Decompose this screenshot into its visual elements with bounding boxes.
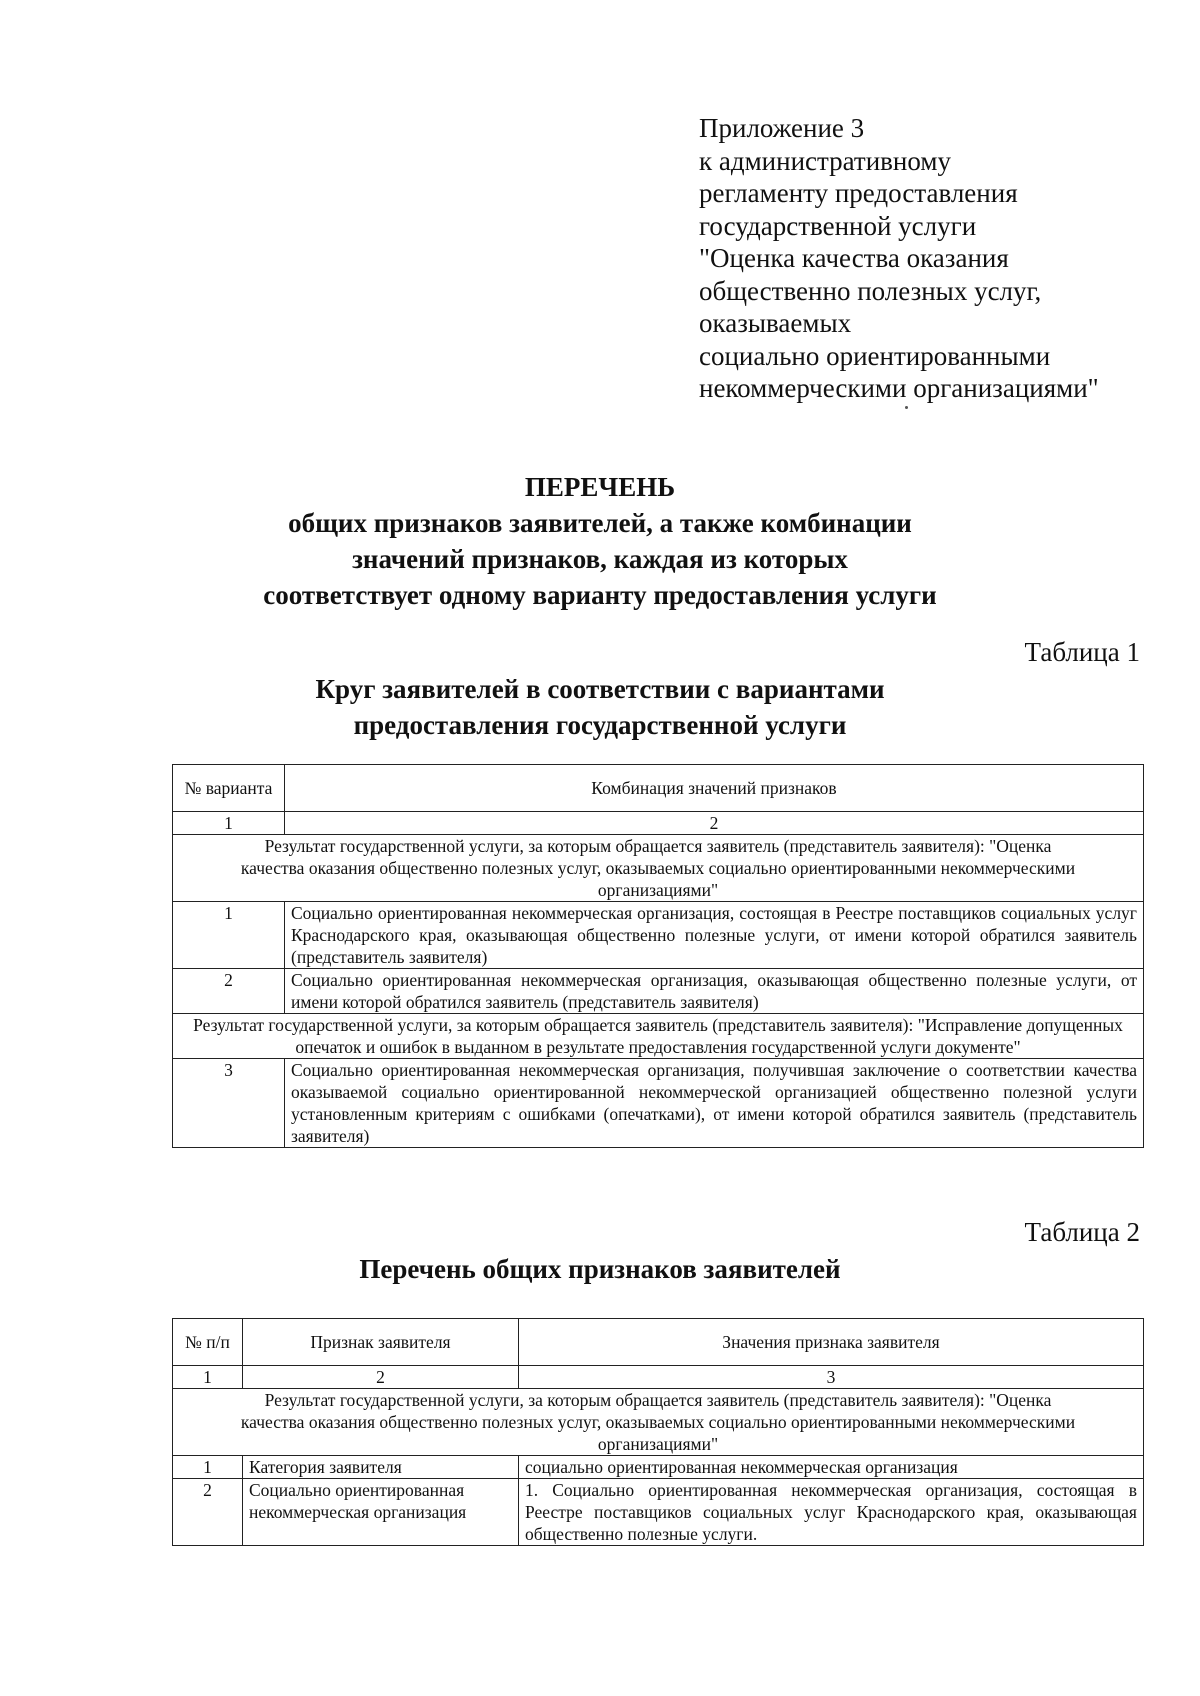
table1-section-row [173, 835, 1144, 902]
table-row [173, 1479, 1144, 1546]
table2-row-attribute: Категория заявителя [243, 1456, 519, 1479]
table2-row-attribute: Социально ориентированная некоммерческая организация [243, 1479, 519, 1546]
appendix-block [699, 112, 1169, 405]
appendix-line: общественно полезных услуг, [699, 275, 1042, 306]
table2-header-attribute: Признак заявителя [243, 1319, 519, 1366]
appendix-line: регламенту предоставления [699, 178, 1018, 208]
table1-section-text: Результат государственной услуги, за которым обращается заявитель (представитель заявителя): "Исправление допущенных опечаток и ошибок в выданном в результате предоставления государственной услуги документе" [173, 1014, 1144, 1059]
document-subtitle-line: соответствует одному варианту предоставления услуги [263, 580, 937, 610]
appendix-line: к административному [699, 145, 951, 176]
appendix-line: социально ориентированными [699, 340, 1051, 371]
table-row [173, 902, 1144, 969]
table2-colnum-row [173, 1366, 1144, 1389]
table1-row-num: 3 [173, 1059, 285, 1148]
table1-title-line: Круг заявителей в соответствии с вариантами [315, 674, 885, 704]
table2-label: Таблица 2 [1024, 1217, 1140, 1247]
table1-colnum-row [173, 812, 1144, 835]
table2-colnum: 1 [173, 1366, 243, 1389]
table1-section-text: Результат государственной услуги, за которым обращается заявитель (представитель заявителя): "Оценка качества оказания общественно полезных услуг, оказываемых социально ориентированными некоммерческими организациями" [173, 835, 1144, 902]
document-subtitle-line: значений признаков, каждая из которых [352, 544, 848, 574]
table1-row-text: Социально ориентированная некоммерческая организация, получившая заключение о соответствии качества оказываемой социально ориентированной некоммерческой организацией общественно полезной услуги установленным критериям с ошибками (опечатками), от имени которой обратился заявитель (представитель заявителя) [285, 1059, 1144, 1148]
table2-row-value: 1. Социально ориентированная некоммерческая организация, состоящая в Реестре поставщиков социальных услуг Краснодарского края, оказывающая общественно полезные услуги. [519, 1479, 1144, 1546]
appendix-line: "Оценка качества оказания [699, 243, 1009, 273]
table1-colnum: 2 [285, 812, 1144, 835]
table2-colnum: 3 [519, 1366, 1144, 1389]
appendix-line: оказываемых [699, 308, 852, 338]
table2-row-num: 2 [173, 1479, 243, 1546]
table2 [172, 1318, 1144, 1546]
scan-dot [905, 406, 908, 409]
appendix-line: государственной услуги [699, 210, 977, 241]
appendix-line: некоммерческими организациями" [699, 373, 1099, 403]
appendix-line: Приложение 3 [699, 113, 865, 143]
table2-header-row [173, 1319, 1144, 1366]
table1-row-text: Социально ориентированная некоммерческая организация, состоящая в Реестре поставщиков социальных услуг Краснодарского края, оказывающая общественно полезные услуги, от имени которой обратился заявитель (представитель заявителя) [285, 902, 1144, 969]
table2-title: Перечень общих признаков заявителей [359, 1254, 841, 1284]
document-title: ПЕРЕЧЕНЬ [524, 472, 676, 502]
table1-title-line: предоставления государственной услуги [353, 710, 847, 740]
table2-row-num: 1 [173, 1456, 243, 1479]
table2-header-values: Значения признака заявителя [519, 1319, 1144, 1366]
table2-colnum: 2 [243, 1366, 519, 1389]
table2-section-row [173, 1389, 1144, 1456]
table1-colnum: 1 [173, 812, 285, 835]
table2-header-num: № п/п [173, 1319, 243, 1366]
table1-header-row [173, 765, 1144, 812]
table1-row-text: Социально ориентированная некоммерческая организация, оказывающая общественно полезные услуги, от имени которой обратился заявитель (представитель заявителя) [285, 969, 1144, 1014]
table2-section-text: Результат государственной услуги, за которым обращается заявитель (представитель заявителя): "Оценка качества оказания общественно полезных услуг, оказываемых социально ориентированными некоммерческими организациями" [173, 1389, 1144, 1456]
table-row [173, 969, 1144, 1014]
table2-row-value: социально ориентированная некоммерческая организация [519, 1456, 1144, 1479]
document-subtitle-line: общих признаков заявителей, а также комбинации [288, 508, 912, 538]
table1-label: Таблица 1 [1024, 637, 1140, 667]
table1-header-combination: Комбинация значений признаков [285, 765, 1144, 812]
table-row [173, 1456, 1144, 1479]
table1-section-row [173, 1014, 1144, 1059]
table1-row-num: 2 [173, 969, 285, 1014]
table1-row-num: 1 [173, 902, 285, 969]
table1-header-variant: № варианта [173, 765, 285, 812]
table1 [172, 764, 1144, 1148]
table-row [173, 1059, 1144, 1148]
